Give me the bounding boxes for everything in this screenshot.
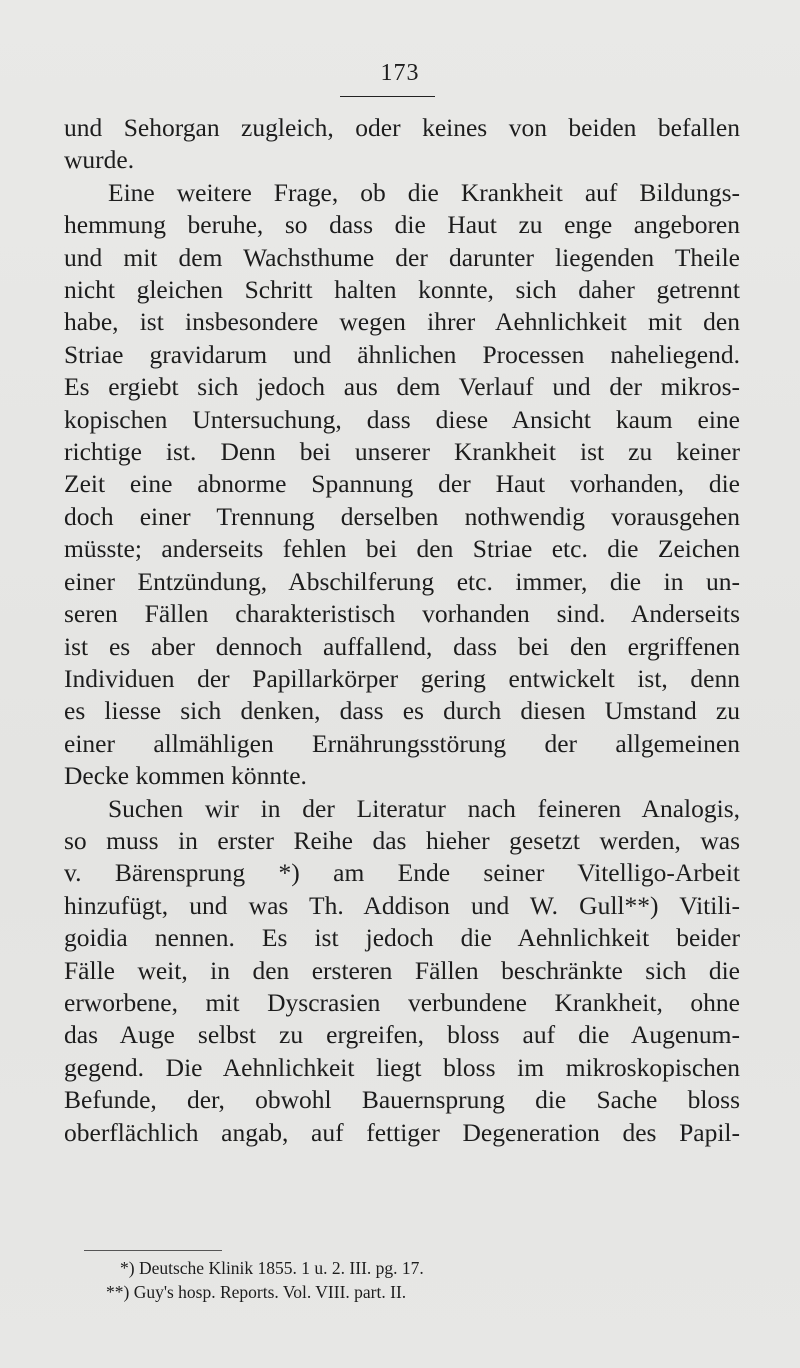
header-rule bbox=[340, 96, 435, 97]
text-line: hemmung beruhe, so dass die Haut zu enge angeboren bbox=[64, 210, 740, 240]
body-text bbox=[64, 112, 740, 1149]
text-line: goidia nennen. Es ist jedoch die Aehnlichkeit beider bbox=[64, 923, 740, 953]
text-line: v. Bärensprung *) am Ende seiner Vitelligo-Arbeit bbox=[64, 858, 740, 888]
text-line: müsste; anderseits fehlen bei den Striae etc. die Zeichen bbox=[64, 534, 740, 564]
text-line: Es ergiebt sich jedoch aus dem Verlauf und der mikros- bbox=[64, 372, 740, 402]
page-number: 173 bbox=[380, 60, 420, 86]
text-line: Suchen wir in der Literatur nach feineren Analogis, bbox=[108, 793, 740, 823]
footnote-1: *) Deutsche Klinik 1855. 1 u. 2. III. pg. 17. bbox=[120, 1258, 424, 1278]
text-line: ist es aber dennoch auffallend, dass bei den ergriffenen bbox=[64, 631, 740, 661]
text-line: das Auge selbst zu ergreifen, bloss auf die Augenum- bbox=[64, 1020, 740, 1050]
text-line: und Sehorgan zugleich, oder keines von beiden befallen bbox=[64, 113, 740, 142]
text-line: Decke kommen könnte. bbox=[64, 761, 307, 791]
text-line: oberflächlich angab, auf fettiger Degeneration des Papil- bbox=[64, 1117, 740, 1147]
text-line: hinzufügt, und was Th. Addison und W. Gull**) Vitili- bbox=[64, 890, 740, 920]
text-line: nicht gleichen Schritt halten konnte, sich daher getrennt bbox=[64, 275, 740, 305]
text-line: Befunde, der, obwohl Bauernsprung die Sache bloss bbox=[64, 1085, 740, 1115]
text-line: Eine weitere Frage, ob die Krankheit auf Bildungs- bbox=[108, 177, 740, 207]
text-line: Individuen der Papillarkörper gering entwickelt ist, denn bbox=[64, 663, 740, 693]
footnote-rule bbox=[84, 1250, 222, 1251]
text-line: erworbene, mit Dyscrasien verbundene Krankheit, ohne bbox=[64, 987, 740, 1017]
text-line: wurde. bbox=[64, 145, 135, 175]
text-line: einer Entzündung, Abschilferung etc. immer, die in un- bbox=[64, 566, 740, 596]
text-line: habe, ist insbesondere wegen ihrer Aehnlichkeit mit den bbox=[64, 307, 740, 337]
text-line: Striae gravidarum und ähnlichen Processen naheliegend. bbox=[64, 339, 740, 369]
footnotes bbox=[84, 1256, 684, 1304]
text-line: kopischen Untersuchung, dass diese Ansicht kaum eine bbox=[64, 404, 740, 434]
text-line: doch einer Trennung derselben nothwendig vorausgehen bbox=[64, 501, 740, 531]
text-line: Zeit eine abnorme Spannung der Haut vorhanden, die bbox=[64, 469, 740, 499]
text-line: richtige ist. Denn bei unserer Krankheit ist zu keiner bbox=[64, 437, 740, 467]
text-line: und mit dem Wachsthume der darunter liegenden Theile bbox=[64, 242, 740, 272]
footnote-2: **) Guy's hosp. Reports. Vol. VIII. part. II. bbox=[106, 1282, 407, 1302]
text-line: Fälle weit, in den ersteren Fällen beschränkte sich die bbox=[64, 955, 740, 985]
text-line: es liesse sich denken, dass es durch diesen Umstand zu bbox=[64, 696, 740, 726]
text-line: so muss in erster Reihe das hieher gesetzt werden, was bbox=[64, 825, 740, 855]
text-line: einer allmähligen Ernährungsstörung der allgemeinen bbox=[64, 728, 740, 758]
text-line: seren Fällen charakteristisch vorhanden sind. Anderseits bbox=[64, 599, 740, 629]
text-line: gegend. Die Aehnlichkeit liegt bloss im mikroskopischen bbox=[64, 1052, 740, 1082]
